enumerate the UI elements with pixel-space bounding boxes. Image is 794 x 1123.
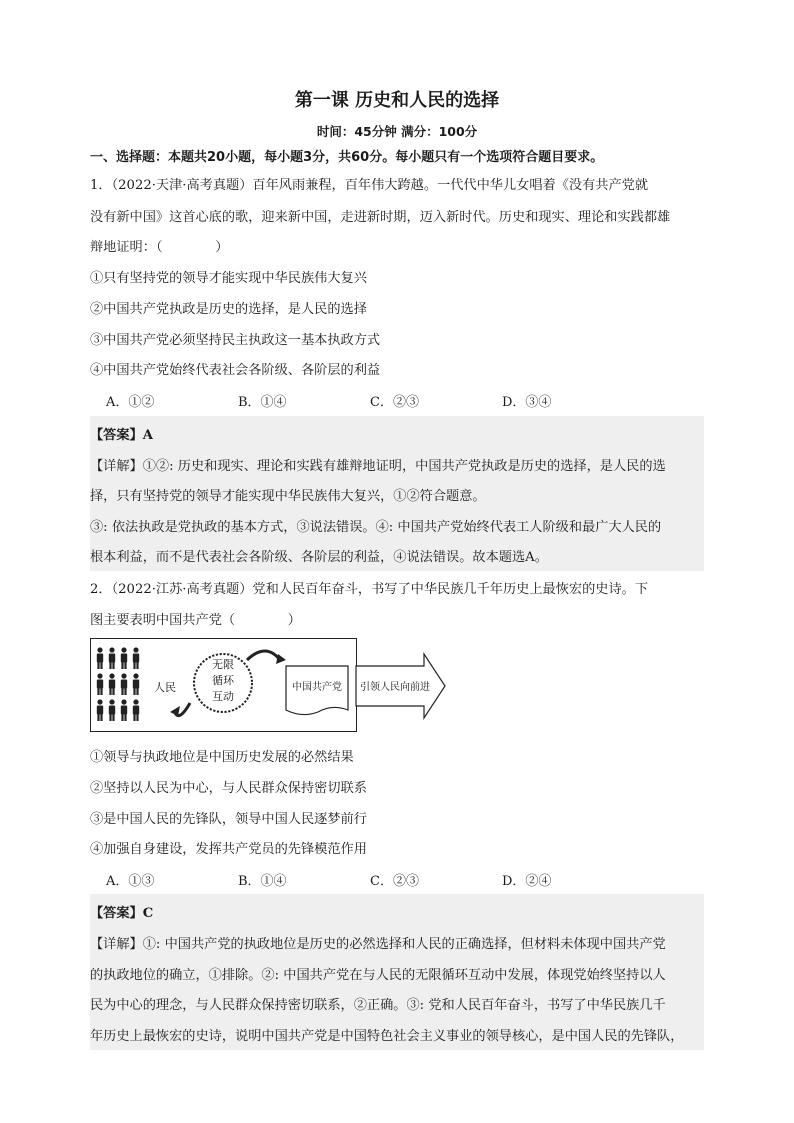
q1-item-3: ③中国共产党必须坚持民主执政这一基本执政方式 — [90, 333, 381, 348]
q1-analysis-line-1: 【详解】①②: 历史和现实、理论和实践有雄辩地证明，中国共产党执政是历史的选择，是人民的选 — [90, 459, 666, 474]
q1-option-a[interactable]: A．①② — [106, 395, 155, 410]
q2-option-a[interactable]: A．①③ — [106, 874, 155, 889]
q1-analysis-line-2: 择，只有坚持党的领导才能实现中华民族伟大复兴，①②符合题意。 — [90, 489, 486, 504]
q1-item-4: ④中国共产党始终代表社会各阶级、各阶层的利益 — [90, 363, 381, 378]
q1-item-2: ②中国共产党执政是历史的选择，是人民的选择 — [90, 302, 367, 317]
q1-stem-line-1: 1．（2022·天津·高考真题）百年风雨兼程，百年伟大跨越。一代代中华儿女唱着《没有共产党就 — [90, 178, 649, 193]
q1-option-b[interactable]: B．①④ — [238, 395, 287, 410]
page-title: 第一课 历史和人民的选择 — [294, 90, 500, 111]
q2-item-3: ③是中国人民的先锋队，领导中国人民逐梦前行 — [90, 812, 367, 827]
q1-analysis-line-3: ③: 依法执政是党执政的基本方式，③说法错误。④: 中国共产党始终代表工人阶级和最广大人民的 — [90, 520, 662, 535]
q2-analysis-line-4: 年历史上最恢宏的史诗，说明中国共产党是中国特色社会主义事业的领导核心，是中国人民的先锋队， — [90, 1029, 684, 1044]
exam-info: 时间：45分钟 满分：100分 — [316, 124, 478, 139]
q1-options — [106, 391, 634, 410]
q2-analysis-line-3: 民为中心的理念，与人民群众保持密切联系，②正确。③: 党和人民百年奋斗，书写了中华民族几千 — [90, 998, 666, 1013]
cycle-label-1: 无限 — [212, 658, 234, 671]
q2-options — [106, 870, 634, 889]
q1-item-1: ①只有坚持党的领导才能实现中华民族伟大复兴 — [90, 271, 367, 286]
cycle-label-3: 互动 — [212, 690, 234, 703]
q1-option-c[interactable]: C．②③ — [370, 395, 419, 410]
q1-stem-line-2: 没有新中国》这首心底的歌，迎来新中国，走进新时期，迈入新时代。历史和现实、理论和实践都雄 — [90, 210, 671, 225]
party-people-diagram — [90, 638, 446, 732]
q2-stem-line-2: 图主要表明中国共产党（ ） — [90, 613, 301, 628]
section-heading: 一、选择题：本题共20小题，每小题3分，共60分。每小题只有一个选项符合题目要求。 — [90, 150, 604, 165]
q1-stem-line-3: 辩地证明：（ ） — [90, 240, 229, 255]
cycle-label-2: 循环 — [212, 674, 234, 687]
q1-answer: 【答案】A — [90, 428, 153, 443]
q1-option-d[interactable]: D．③④ — [502, 395, 552, 410]
q2-item-1: ①领导与执政地位是中国历史发展的必然结果 — [90, 750, 354, 765]
q2-option-b[interactable]: B．①④ — [238, 874, 287, 889]
q2-option-c[interactable]: C．②③ — [370, 874, 419, 889]
q1-analysis-line-4: 根本利益，而不是代表社会各阶级、各阶层的利益，④说法错误。故本题选A。 — [90, 550, 548, 565]
q2-analysis-line-2: 的执政地位的确立，①排除。②: 中国共产党在与人民的无限循环互动中发展，体现党始终坚持以人 — [90, 968, 666, 983]
q2-item-4: ④加强自身建设，发挥共产党员的先锋模范作用 — [90, 842, 367, 857]
people-label: 人民 — [154, 681, 176, 694]
q2-item-2: ②坚持以人民为中心，与人民群众保持密切联系 — [90, 781, 367, 796]
q2-option-d[interactable]: D．②④ — [502, 874, 552, 889]
party-label: 中国共产党 — [292, 682, 342, 693]
q2-stem-line-1: 2．（2022·江苏·高考真题）党和人民百年奋斗，书写了中华民族几千年历史上最恢宏的史诗。下 — [90, 582, 649, 597]
q2-answer: 【答案】C — [90, 906, 154, 921]
forward-arrow-label: 引领人民向前进 — [360, 682, 430, 693]
q2-analysis-line-1: 【详解】①: 中国共产党的执政地位是历史的必然选择和人民的正确选择，但材料未体现中国共产党 — [90, 937, 666, 952]
